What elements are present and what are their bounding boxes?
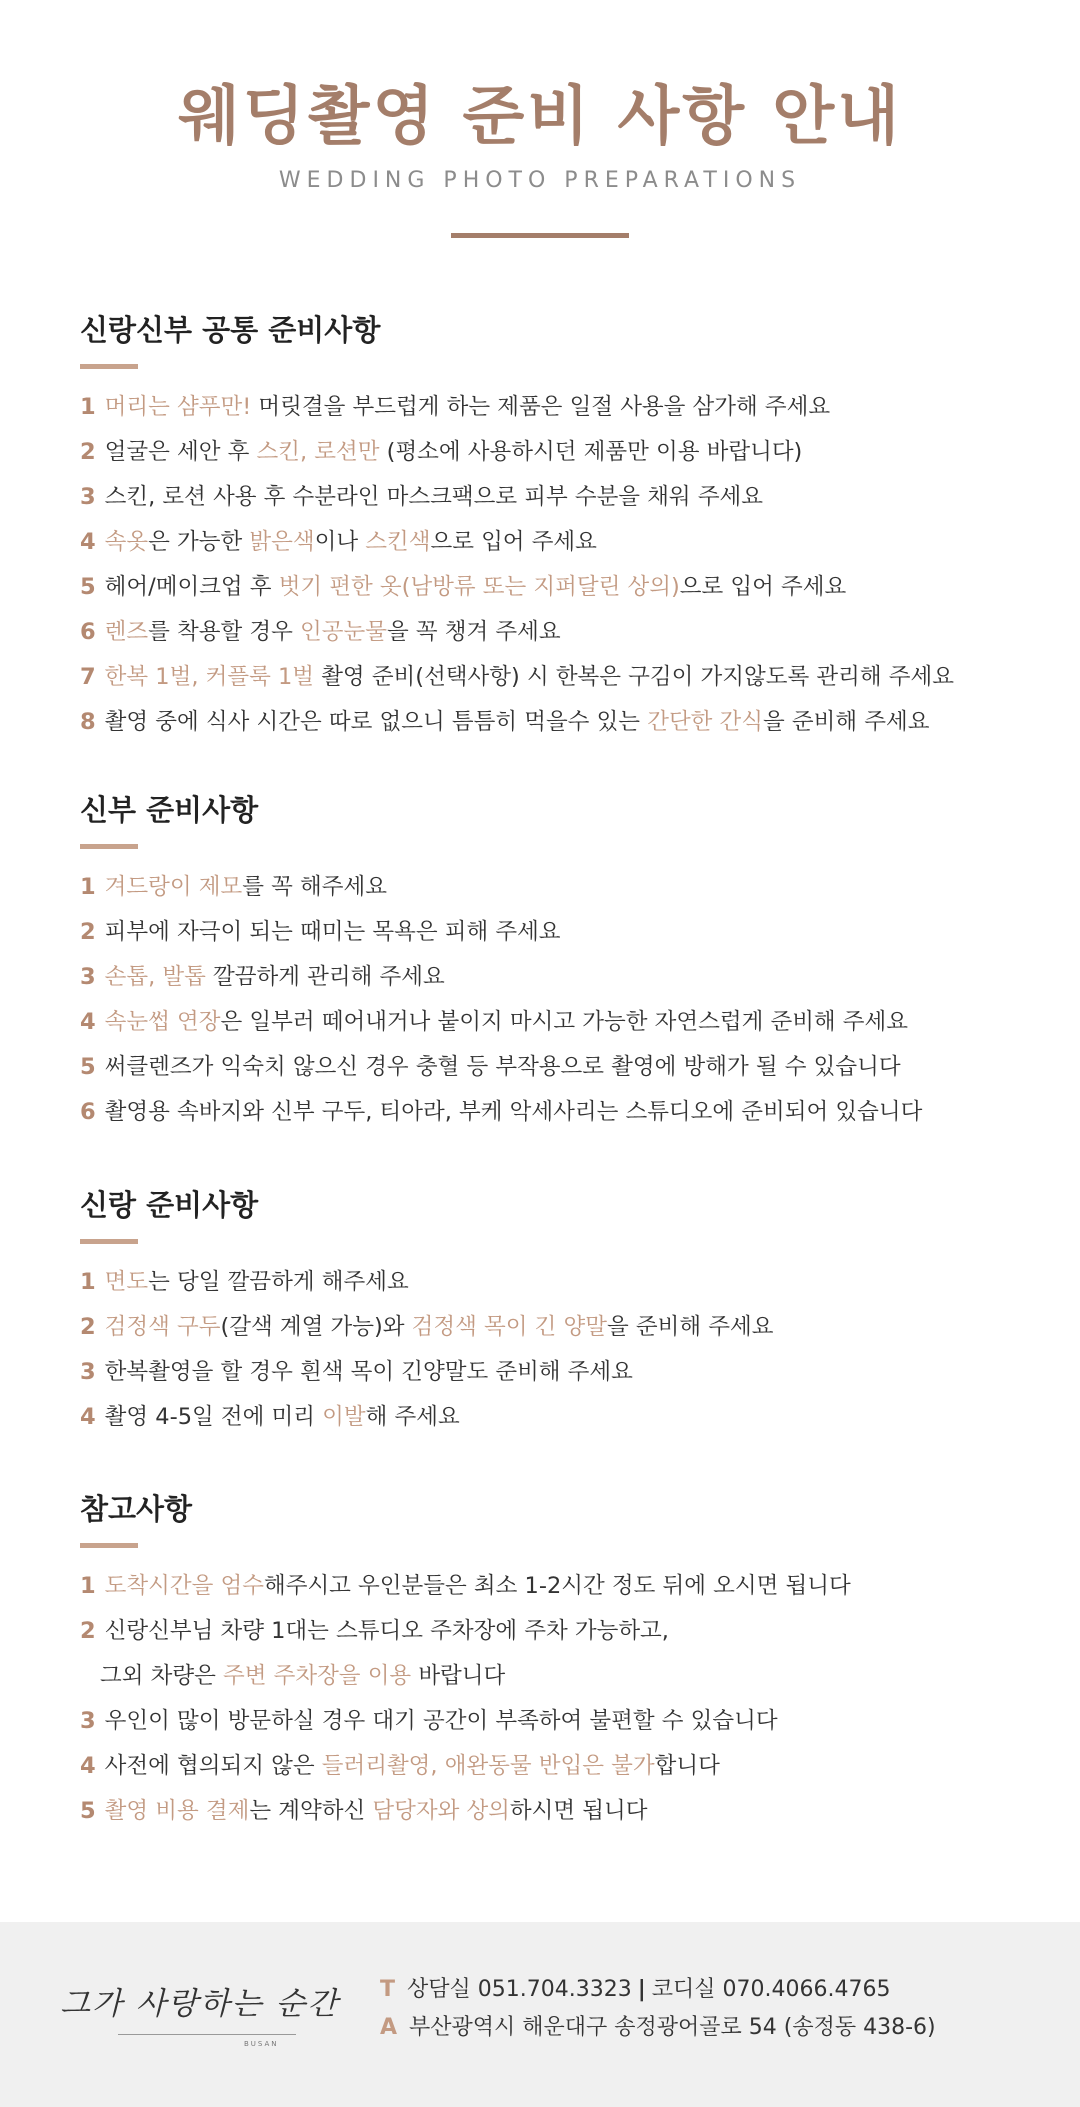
list-item [80, 1090, 1040, 1135]
list-item [80, 1000, 1040, 1045]
item-number: 3 [80, 1359, 96, 1385]
list-item [80, 910, 1040, 955]
item-text: 해주시고 우인분들은 최소 1-2시간 정도 뒤에 오시면 됩니다 [263, 1573, 851, 1599]
section-divider [80, 1239, 138, 1244]
section-list [80, 865, 1040, 1135]
item-number: 1 [80, 1269, 96, 1295]
item-text: 그외 차량은 [100, 1663, 223, 1689]
logo-underline [118, 2034, 296, 2035]
phone-codi[interactable]: 코디실 070.4066.4765 [651, 1977, 891, 2002]
list-item [80, 1305, 1040, 1350]
item-number: 5 [80, 574, 96, 600]
item-number: 8 [80, 709, 96, 735]
highlight-text: 주변 주차장을 이용 [222, 1663, 412, 1689]
list-item [80, 385, 1040, 430]
brand-logo [60, 1984, 340, 2064]
item-number: 2 [80, 919, 96, 945]
item-text: 촬영 4-5일 전에 미리 [104, 1404, 323, 1430]
item-text: 머릿결을 부드럽게 하는 제품은 일절 사용을 삼가해 주세요 [251, 394, 831, 420]
list-item [80, 1744, 1040, 1789]
item-text: (갈색 계열 가능)와 [220, 1314, 412, 1340]
item-text: 를 착용할 경우 [148, 619, 301, 645]
section-title: 신부 준비사항 [80, 793, 259, 827]
highlight-text: 면도 [104, 1269, 149, 1295]
highlight-text: 담당자와 상의 [372, 1798, 510, 1824]
item-number: 4 [80, 1404, 96, 1430]
item-text: 사전에 협의되지 않은 [104, 1753, 322, 1779]
list-item [80, 655, 1040, 700]
item-number: 4 [80, 1009, 96, 1035]
list-item [80, 1395, 1040, 1440]
item-text: 하시면 됩니다 [509, 1798, 648, 1824]
section-title: 신랑신부 공통 준비사항 [80, 313, 381, 347]
item-number: 2 [80, 1618, 96, 1644]
section-divider [80, 364, 138, 369]
section-common [80, 310, 1040, 745]
highlight-text: 한복 1벌, 커플룩 1벌 [104, 664, 315, 690]
item-text: 으로 입어 주세요 [679, 574, 847, 600]
item-text: 합니다 [654, 1753, 720, 1779]
section-notes [80, 1489, 1040, 1834]
highlight-text: 속눈썹 연장 [104, 1009, 221, 1035]
phone-tag: T [380, 1977, 396, 2002]
item-text: 해 주세요 [365, 1404, 460, 1430]
item-text: 이나 [314, 529, 366, 555]
highlight-text: 스킨, 로션만 [256, 439, 380, 465]
list-item [80, 1045, 1040, 1090]
section-list [80, 385, 1040, 745]
item-text: 깔끔하게 관리해 주세요 [205, 964, 445, 990]
highlight-text: 검정색 목이 긴 양말 [411, 1314, 607, 1340]
highlight-text: 손톱, 발톱 [104, 964, 206, 990]
highlight-text: 도착시간을 엄수 [104, 1573, 264, 1599]
address-tag: A [380, 2015, 398, 2040]
item-number: 6 [80, 619, 96, 645]
list-item [80, 610, 1040, 655]
contact-phone [380, 1974, 891, 2006]
title-divider [451, 233, 629, 238]
highlight-text: 간단한 간식 [647, 709, 764, 735]
list-item [80, 1260, 1040, 1305]
list-item [80, 1564, 1040, 1609]
item-number: 7 [80, 664, 96, 690]
item-text: 을 꼭 챙겨 주세요 [386, 619, 561, 645]
item-number: 5 [80, 1054, 96, 1080]
list-item [80, 1609, 1040, 1654]
item-number: 1 [80, 1573, 96, 1599]
item-number: 2 [80, 1314, 96, 1340]
item-number: 1 [80, 874, 96, 900]
page-title: 웨딩촬영 준비 사항 안내 [177, 80, 903, 154]
highlight-text: 렌즈 [104, 619, 149, 645]
list-item [80, 700, 1040, 745]
item-text: 써클렌즈가 익숙치 않으신 경우 충혈 등 부작용으로 촬영에 방해가 될 수 있습니다 [104, 1054, 901, 1080]
item-number: 2 [80, 439, 96, 465]
address-text: 부산광역시 해운대구 송정광어골로 54 (송정동 438-6) [409, 2015, 936, 2040]
item-text: 은 일부러 떼어내거나 붙이지 마시고 가능한 자연스럽게 준비해 주세요 [220, 1009, 909, 1035]
item-number: 5 [80, 1798, 96, 1824]
list-item [80, 955, 1040, 1000]
page-subtitle: WEDDING PHOTO PREPARATIONS [278, 168, 802, 193]
item-text: 한복촬영을 할 경우 흰색 목이 긴양말도 준비해 주세요 [104, 1359, 633, 1385]
list-item [80, 1654, 1040, 1699]
item-text: 는 당일 깔끔하게 해주세요 [148, 1269, 409, 1295]
contact-address [380, 2012, 936, 2044]
list-item [80, 565, 1040, 610]
highlight-text: 촬영 비용 결제 [104, 1798, 250, 1824]
item-number: 3 [80, 1708, 96, 1734]
item-text: (평소에 사용하시던 제품만 이용 바랍니다) [379, 439, 803, 465]
list-item [80, 1789, 1040, 1834]
section-groom [80, 1185, 1040, 1440]
item-number: 3 [80, 964, 96, 990]
highlight-text: 스킨색 [365, 529, 431, 555]
item-number: 4 [80, 529, 96, 555]
section-bride [80, 790, 1040, 1135]
highlight-text: 속옷 [104, 529, 149, 555]
list-item [80, 475, 1040, 520]
item-number: 6 [80, 1099, 96, 1125]
item-text: 촬영용 속바지와 신부 구두, 티아라, 부케 악세사리는 스튜디오에 준비되어 있습니다 [104, 1099, 923, 1125]
highlight-text: 겨드랑이 제모 [104, 874, 243, 900]
section-divider [80, 844, 138, 849]
list-item [80, 430, 1040, 475]
section-divider [80, 1543, 138, 1548]
highlight-text: 이발 [322, 1404, 366, 1430]
item-text: 으로 입어 주세요 [430, 529, 597, 555]
item-text: 피부에 자극이 되는 때미는 목욕은 피해 주세요 [104, 919, 561, 945]
highlight-text: 머리는 샴푸만! [104, 394, 252, 420]
highlight-text: 검정색 구두 [104, 1314, 221, 1340]
item-text: 는 계약하신 [249, 1798, 373, 1824]
item-text: 신랑신부님 차량 1대는 스튜디오 주차장에 주차 가능하고, [104, 1618, 669, 1644]
item-text: 을 준비해 주세요 [607, 1314, 774, 1340]
item-text: 스킨, 로션 사용 후 수분라인 마스크팩으로 피부 수분을 채워 주세요 [104, 484, 764, 510]
phone-separator: | [637, 1977, 646, 2002]
list-item [80, 865, 1040, 910]
logo-text: 그가 사랑하는 순간 [60, 1986, 340, 2022]
highlight-text: 인공눈물 [300, 619, 387, 645]
item-number: 4 [80, 1753, 96, 1779]
section-title: 참고사항 [80, 1492, 193, 1526]
item-text: 촬영 중에 식사 시간은 따로 없으니 틈틈히 먹을수 있는 [104, 709, 648, 735]
list-item [80, 1350, 1040, 1395]
logo-subtext: BUSAN [244, 2040, 279, 2048]
section-list [80, 1564, 1040, 1834]
highlight-text: 밝은색 [249, 529, 315, 555]
highlight-text: 벗기 편한 옷(남방류 또는 지퍼달린 상의) [278, 574, 680, 600]
item-text: 우인이 많이 방문하실 경우 대기 공간이 부족하여 불편할 수 있습니다 [104, 1708, 778, 1734]
item-text: 촬영 준비(선택사항) 시 한복은 구김이 가지않도록 관리해 주세요 [314, 664, 954, 690]
item-text: 를 꼭 해주세요 [242, 874, 387, 900]
item-text: 헤어/메이크업 후 [104, 574, 279, 600]
item-text: 을 준비해 주세요 [763, 709, 930, 735]
list-item [80, 1699, 1040, 1744]
section-title: 신랑 준비사항 [80, 1188, 259, 1222]
footer [0, 1922, 1080, 2107]
section-list [80, 1260, 1040, 1440]
item-text: 은 가능한 [148, 529, 250, 555]
highlight-text: 들러리촬영, 애완동물 반입은 불가 [321, 1753, 655, 1779]
item-number: 3 [80, 484, 96, 510]
item-text: 바랍니다 [411, 1663, 506, 1689]
phone-consult[interactable]: 상담실 051.704.3323 [407, 1977, 632, 2002]
item-text: 얼굴은 세안 후 [104, 439, 257, 465]
list-item [80, 520, 1040, 565]
item-number: 1 [80, 394, 96, 420]
